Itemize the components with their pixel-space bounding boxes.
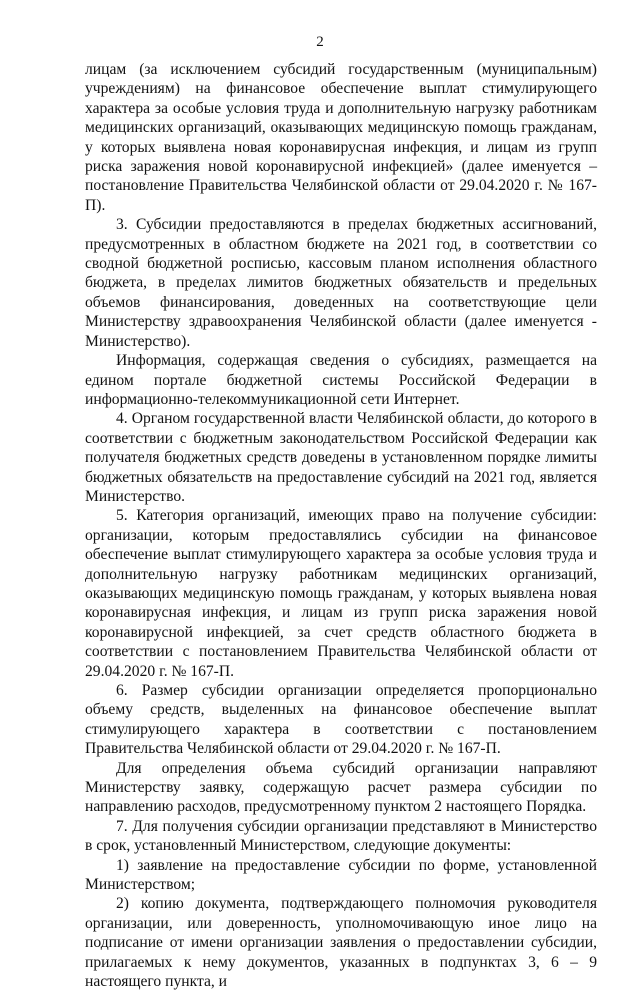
page-number: 2 — [316, 34, 324, 50]
paragraph-subsidy-info: Информация, содержащая сведения о субсидиях, размещается на едином портале бюджетной системы Российской Федерации в информационно-телекоммуникационной сети Интернет. — [85, 352, 597, 408]
paragraph-item-4: 4. Органом государственной власти Челябинской области, до которого в соответствии с бюджетным законодательством Российской Федерации как получателя бюджетных средств доведены в установленном порядке лимиты бюджетных обязательств на предоставление субсидий на 2021 год, является Министерство. — [85, 410, 597, 505]
paragraph-item-5: 5. Категория организаций, имеющих право на получение субсидии: организации, которым предоставлялись субсидии на финансовое обеспечение выплат стимулирующего характера за особые условия труда и дополнительную нагрузку работникам медицинских организаций, оказывающих медицинскую помощь гражданам, у которых выявлена новая коронавирусная инфекция, и лицам из групп риска заражения новой коронавирусной инфекцией, за счет средств областного бюджета в соответствии с постановлением Правительства Челябинской области от 29.04.2020 г. № 167-П. — [85, 507, 597, 680]
paragraph-item-7: 7. Для получения субсидии организации представляют в Министерство в срок, установленный Министерством, следующие документы: — [85, 817, 597, 855]
paragraph-subitem-2: 2) копию документа, подтверждающего полномочия руководителя организации, или доверенность, уполномочивающую иное лицо на подписание от имени организации заявления о предоставлении субсидии, прилагаемых к нему документов, указанных в подпунктах 3, 6 – 9 настоящего пункта, и — [85, 895, 597, 991]
paragraph-subsidy-request: Для определения объема субсидий организации направляют Министерству заявку, содержащую расчет размера субсидии по направлению расходов, предусмотренному пунктом 2 настоящего Порядка. — [85, 759, 597, 816]
paragraph-item-3: 3. Субсидии предоставляются в пределах бюджетных ассигнований, предусмотренных в областном бюджете на 2021 год, в соответствии со сводной бюджетной росписью, кассовым планом исполнения областного бюджета, в пределах лимитов бюджетных обязательств и предельных объемов финансирования, доведенных на соответствующие цели Министерству здравоохранения Челябинской области (далее именуется - Министерство). — [85, 216, 597, 350]
paragraph-continuation: лицам (за исключением субсидий государственным (муниципальным) учреждениям) на финансовое обеспечение выплат стимулирующего характера за особые условия труда и дополнительную нагрузку работникам медицинских организаций, оказывающих медицинскую помощь гражданам, у которых выявлена новая коронавирусная инфекция, и лицам из групп риска заражения новой коронавирусной инфекцией» (далее именуется – постановление Правительства Челябинской области от 29.04.2020 г. № 167-П). — [85, 61, 597, 214]
paragraph-item-6: 6. Размер субсидии организации определяется пропорционально объему средств, выделенных на финансовое обеспечение выплат стимулирующего характера в соответствии с постановлением Правительства Челябинской области от 29.04.2020 г. № 167-П. — [85, 682, 597, 758]
document-body — [85, 60, 597, 992]
paragraph-subitem-1: 1) заявление на предоставление субсидии по форме, установленной Министерством; — [85, 856, 597, 894]
